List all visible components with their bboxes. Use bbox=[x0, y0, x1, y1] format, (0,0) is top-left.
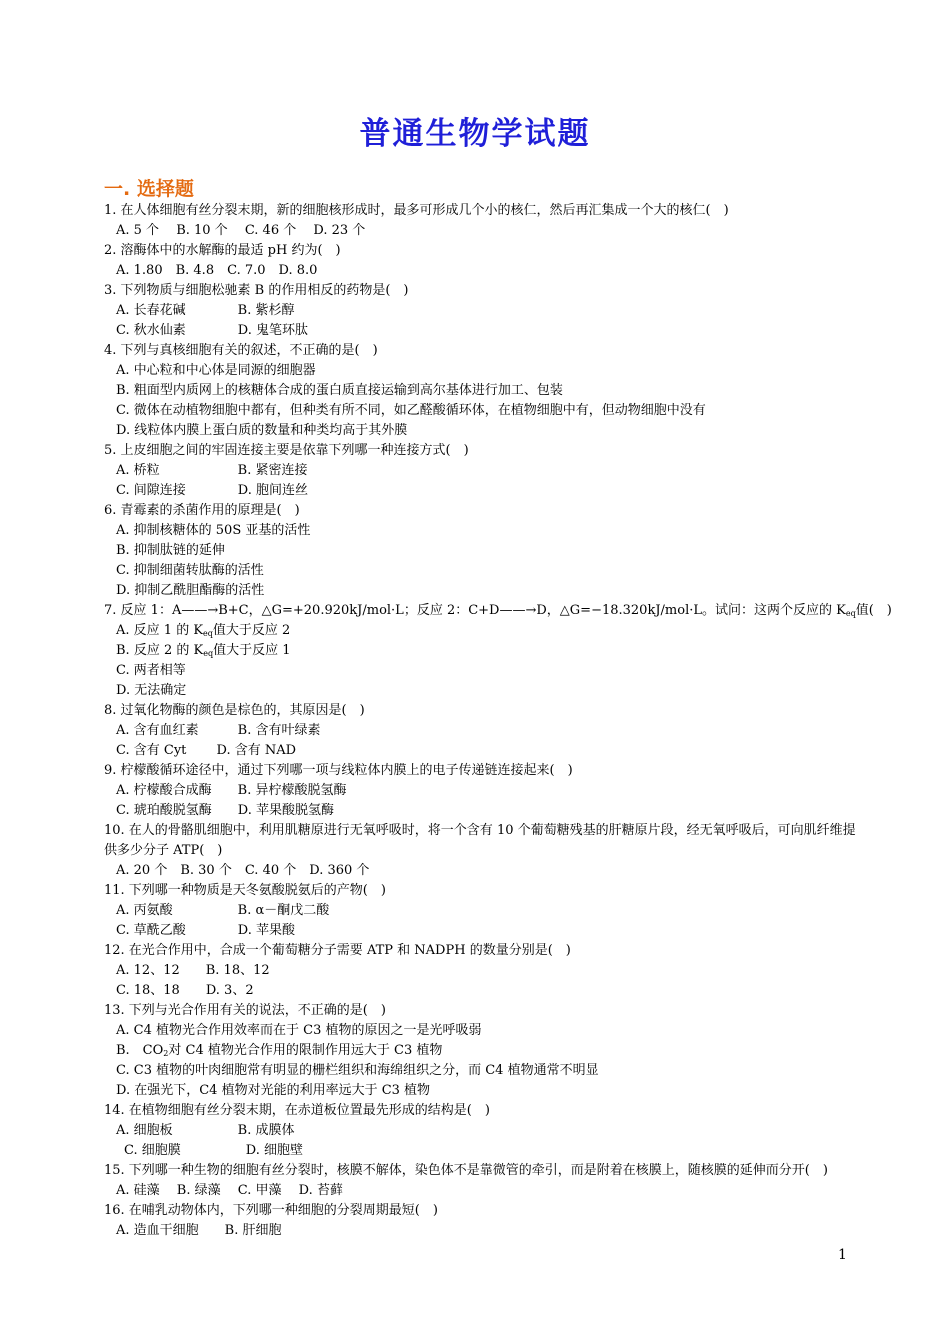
page-number: 1 bbox=[838, 1247, 847, 1263]
question-text: 16. 在哺乳动物体内，下列哪一种细胞的分裂周期最短( ) bbox=[104, 1203, 438, 1218]
question-text: 3. 下列物质与细胞松驰素 B 的作用相反的药物是( ) bbox=[104, 283, 409, 298]
question-options: C. 琥珀酸脱氢酶 D. 苹果酸脱氢酶 bbox=[116, 803, 334, 818]
question-text: 1. 在人体细胞有丝分裂末期，新的细胞核形成时，最多可形成几个小的核仁，然后再汇集成一个大的核仁( ) bbox=[104, 203, 729, 218]
question-option: C. 微体在动植物细胞中都有，但种类有所不同，如乙醛酸循环体，在植物细胞中有，但动物细胞中没有 bbox=[116, 403, 706, 418]
question-options: A. 含有血红素 B. 含有叶绿素 bbox=[116, 723, 321, 738]
question-option: C. 两者相等 bbox=[116, 663, 186, 678]
question-option: C. C3 植物的叶肉细胞常有明显的栅栏组织和海绵组织之分，而 C4 植物通常不明显 bbox=[116, 1063, 599, 1078]
question-option: C. 抑制细菌转肽酶的活性 bbox=[116, 563, 264, 578]
question-options: A. 1.80 B. 4.8 C. 7.0 D. 8.0 bbox=[116, 263, 318, 278]
question-option: B. 抑制肽链的延伸 bbox=[116, 543, 225, 558]
question-option: A. C4 植物光合作用效率而在于 C3 植物的原因之一是光呼吸弱 bbox=[116, 1023, 482, 1038]
question-options: A. 12、12 B. 18、12 bbox=[116, 963, 270, 978]
question-options: C. 18、18 D. 3、2 bbox=[116, 983, 254, 998]
question-text: 15. 下列哪一种生物的细胞有丝分裂时，核膜不解体，染色体不是靠微管的牵引，而是附着在核膜上，随核膜的延伸而分开( ) bbox=[104, 1163, 828, 1178]
question-text: 5. 上皮细胞之间的牢固连接主要是依靠下列哪一种连接方式( ) bbox=[104, 443, 469, 458]
question-options: A. 丙氨酸 B. α－酮戊二酸 bbox=[116, 903, 330, 918]
question-text: 4. 下列与真核细胞有关的叙述，不正确的是( ) bbox=[104, 343, 378, 358]
page-title: 普通生物学试题 bbox=[359, 116, 591, 152]
question-option: B. $CO_2$对 C4 植物光合作用的限制作用远大于 C3 植物 bbox=[116, 1043, 443, 1058]
question-options: C. 细胞膜 D. 细胞壁 bbox=[124, 1143, 303, 1158]
question-text: 2. 溶酶体中的水解酶的最适 pH 约为( ) bbox=[104, 243, 341, 258]
question-options: A. 细胞板 B. 成膜体 bbox=[116, 1123, 295, 1138]
question-options: A. 20 个 B. 30 个 C. 40 个 D. 360 个 bbox=[116, 863, 370, 878]
question-option: D. 在强光下，C4 植物对光能的利用率远大于 C3 植物 bbox=[116, 1083, 431, 1098]
question-text: 10. 在人的骨骼肌细胞中，利用肌糖原进行无氧呼吸时，将一个含有 10 个葡萄糖残基的肝糖原片段，经无氧呼吸后，可向肌纤维提供多少分子 ATP( ) bbox=[104, 823, 856, 858]
question-option: B. 反应 2 的 $K_{eq}$值大于反应 1 bbox=[116, 643, 291, 658]
question-text: 6. 青霉素的杀菌作用的原理是( ) bbox=[104, 503, 300, 518]
question-options: C. 含有 Cyt D. 含有 NAD bbox=[116, 743, 297, 758]
question-text: 9. 柠檬酸循环途径中，通过下列哪一项与线粒体内膜上的电子传递链连接起来( ) bbox=[104, 763, 573, 778]
question-options: A. 造血干细胞 B. 肝细胞 bbox=[116, 1223, 282, 1238]
question-options: A. 桥粒 B. 紧密连接 bbox=[116, 463, 308, 478]
question-option: D. 线粒体内膜上蛋白质的数量和种类均高于其外膜 bbox=[116, 423, 408, 438]
question-options: A. 5 个 B. 10 个 C. 46 个 D. 23 个 bbox=[116, 223, 366, 238]
question-text: 11. 下列哪一种物质是天冬氨酸脱氨后的产物( ) bbox=[104, 883, 386, 898]
question-option: A. 中心粒和中心体是同源的细胞器 bbox=[116, 363, 316, 378]
question-text: 14. 在植物细胞有丝分裂末期，在赤道板位置最先形成的结构是( ) bbox=[104, 1103, 490, 1118]
question-text: 7. 反应 1：A——→B+C，△G=+20.920kJ/mol·L；反应 2：C+D——→D，△G=−18.320kJ/mol·L。试问：这两个反应的 $K_{eq}$值( ) bbox=[104, 603, 892, 618]
question-option: A. 反应 1 的 $K_{eq}$值大于反应 2 bbox=[116, 623, 291, 638]
question-options: A. 硅藻 B. 绿藻 C. 甲藻 D. 苔藓 bbox=[116, 1183, 343, 1198]
question-option: D. 无法确定 bbox=[116, 683, 187, 698]
question-text: 12. 在光合作用中，合成一个葡萄糖分子需要 ATP 和 NADPH 的数量分别是( ) bbox=[104, 943, 571, 958]
question-option: D. 抑制乙酰胆酯酶的活性 bbox=[116, 583, 265, 598]
section-heading: 一. 选择题 bbox=[104, 178, 194, 200]
question-text: 13. 下列与光合作用有关的说法，不正确的是( ) bbox=[104, 1003, 386, 1018]
question-options: C. 草酰乙酸 D. 苹果酸 bbox=[116, 923, 295, 938]
question-options: C. 秋水仙素 D. 鬼笔环肽 bbox=[116, 323, 308, 338]
question-options: A. 柠檬酸合成酶 B. 异柠檬酸脱氢酶 bbox=[116, 783, 347, 798]
question-option: A. 抑制核糖体的 50S 亚基的活性 bbox=[116, 523, 311, 538]
question-option: B. 粗面型内质网上的核糖体合成的蛋白质直接运输到高尔基体进行加工、包装 bbox=[116, 383, 563, 398]
question-options: A. 长春花碱 B. 紫杉醇 bbox=[116, 303, 295, 318]
question-options: C. 间隙连接 D. 胞间连丝 bbox=[116, 483, 308, 498]
question-list bbox=[104, 201, 892, 1241]
question-text: 8. 过氧化物酶的颜色是棕色的，其原因是( ) bbox=[104, 703, 365, 718]
